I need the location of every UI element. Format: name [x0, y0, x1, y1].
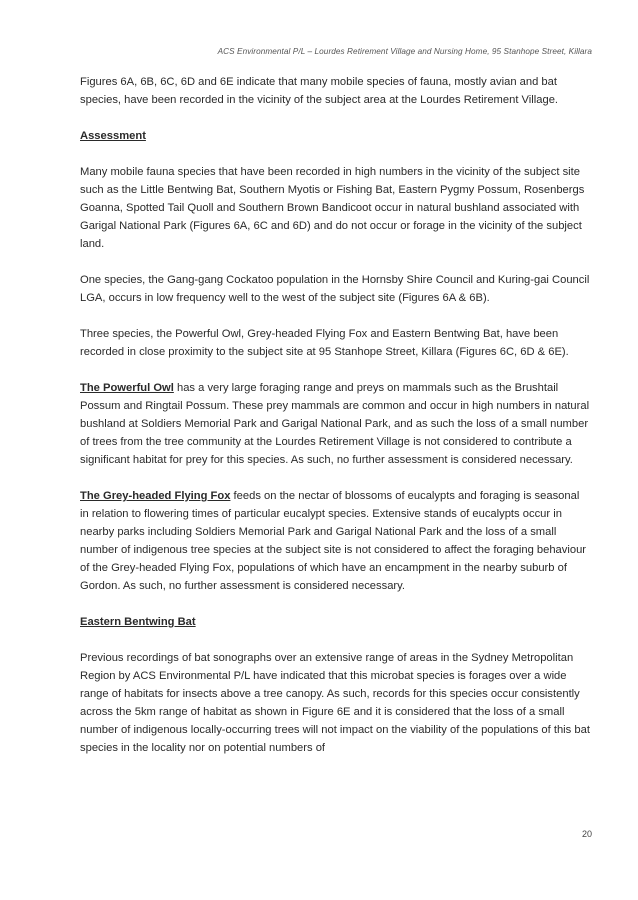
three-species-paragraph: Three species, the Powerful Owl, Grey-headed Flying Fox and Eastern Bentwing Bat, have been recorded in close proximity to the subject site at 95 Stanhope Street, Killara (Figures 6C, 6D & 6E).: [80, 328, 569, 358]
bentwing-bat-paragraph: Previous recordings of bat sonographs over an extensive range of areas in the Sydney Metropolitan Region by ACS Environmental P/L have indicated that this microbat species is forages over a wide range of habitats for insects above a tree canopy. As such, records for this species occur consistently across the 5km range of habitat as shown in Figure 6E and it is considered that the loss of a small number of indigenous locally-occurring trees will not impact on the viability of the populations of this bat species in the locality nor on potential numbers of: [80, 652, 590, 754]
gang-gang-paragraph: One species, the Gang-gang Cockatoo population in the Hornsby Shire Council and Kuring-gai Council LGA, occurs in low frequency well to the west of the subject site (Figures 6A & 6B).: [80, 274, 590, 304]
flying-fox-paragraph: [80, 487, 590, 595]
powerful-owl-paragraph: [80, 379, 590, 469]
page-body: [80, 73, 590, 775]
flying-fox-lead: The Grey-headed Flying Fox: [80, 490, 231, 502]
powerful-owl-text: has a very large foraging range and preys on mammals such as the Brushtail Possum and Ringtail Possum. These prey mammals are common and occur in high numbers in natural bushland at Soldiers Memorial Park and Garigal National Park, and as such the loss of a small number of trees from the tree community at the Lourdes Retirement Village is not considered to contribute a significant habitat for prey for this species. As such, no further assessment is considered necessary.: [80, 382, 590, 466]
page-number: 20: [581, 829, 592, 839]
intro-paragraph: Figures 6A, 6B, 6C, 6D and 6E indicate that many mobile species of fauna, mostly avian and bat species, have been recorded in the vicinity of the subject area at the Lourdes Retirement Village.: [80, 76, 559, 106]
flying-fox-text: feeds on the nectar of blossoms of eucalypts and foraging is seasonal in relation to flowering times of particular eucalypt species. Extensive stands of eucalypts occur in nearby parks including Soldiers Memorial Park and Garigal National Park and the loss of a small number of indigenous tree species at the subject site is not considered to affect the foraging behaviour of the Grey-headed Flying Fox, populations of which have an encampment in the nearby suburb of Gordon. As such, no further assessment is considered necessary.: [80, 490, 587, 592]
assessment-heading: Assessment: [80, 130, 146, 142]
eastern-bentwing-bat-heading: Eastern Bentwing Bat: [80, 616, 196, 628]
powerful-owl-lead: The Powerful Owl: [80, 382, 174, 394]
running-header: ACS Environmental P/L – Lourdes Retirement Village and Nursing Home, 95 Stanhope Street, Killara: [217, 47, 592, 56]
mobile-fauna-paragraph: Many mobile fauna species that have been recorded in high numbers in the vicinity of the subject site such as the Little Bentwing Bat, Southern Myotis or Fishing Bat, Eastern Pygmy Possum, Rosenbergs Goanna, Spotted Tail Quoll and Southern Brown Bandicoot occur in natural bushland associated with Garigal National Park (Figures 6A, 6C and 6D) and do not occur or forage in the vicinity of the subject land.: [80, 166, 585, 250]
